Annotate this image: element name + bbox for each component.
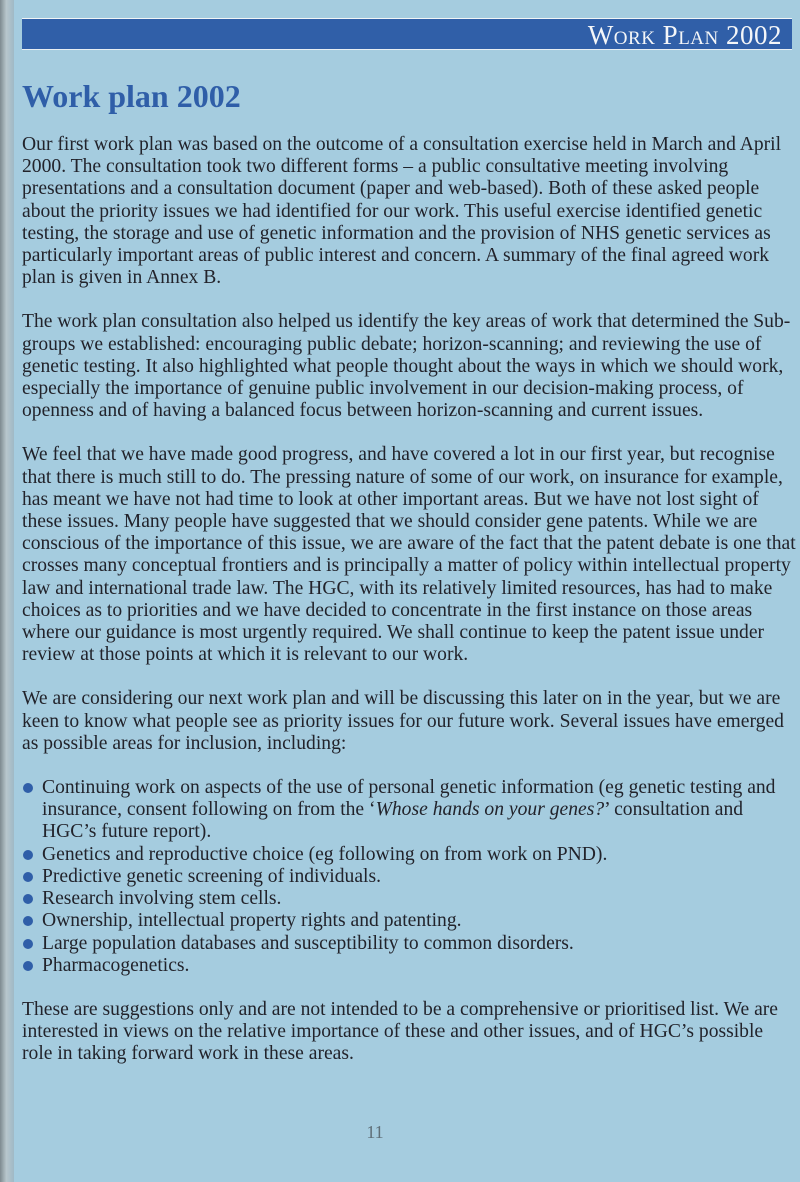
paragraph-subgroups: The work plan consultation also helped us identify the key areas of work that determined the Sub-groups we established: encouraging public debate; horizon-scanning; and reviewing the use of genetic testing. It also highlighted what people thought about the ways in which we should work, especially the importance of genuine public involvement in our decision-making process, of openness and of having a balanced focus between horizon-scanning and current issues.	[22, 311, 791, 422]
list-item-text: Ownership, intellectual property rights and patenting.	[42, 910, 462, 932]
list-item	[22, 844, 797, 866]
list-item	[22, 888, 797, 910]
list-item	[22, 955, 797, 977]
page-title: Work plan 2002	[22, 78, 241, 114]
list-item-text: Genetics and reproductive choice (eg following on from work on PND).	[42, 843, 608, 865]
running-header-title: Work Plan 2002	[587, 20, 782, 50]
paragraph-closing: These are suggestions only and are not intended to be a comprehensive or prioritised list. We are interested in views on the relative importance of these and other issues, and of HGC’s possible role in taking forward work in these areas.	[22, 998, 779, 1065]
paragraph-next-work-plan: We are considering our next work plan and will be discussing this later on in the year, but we are keen to know what people see as priority issues for our future work. Several issues have emerged as possible areas for inclusion, including:	[22, 688, 784, 754]
bullet-dot-icon	[23, 916, 33, 926]
list-item-text: Research involving stem cells.	[42, 888, 282, 910]
paragraph-consultation: Our first work plan was based on the outcome of a consultation exercise held in March and April 2000. The consultation took two different forms – a public consultative meeting involving presentations and a consultation document (paper and web-based). Both of these asked people about the priority issues we had identified for our work. This useful exercise identified genetic testing, the storage and use of genetic information and the provision of NHS genetic services as particularly important areas of public interest and concern. A summary of the final agreed work plan is given in Annex B.	[22, 134, 782, 289]
list-item	[22, 777, 797, 844]
bullet-dot-icon	[23, 961, 33, 971]
bullet-dot-icon	[23, 872, 33, 882]
bullet-dot-icon	[23, 850, 33, 860]
list-item-text: Predictive genetic screening of individuals.	[42, 865, 381, 887]
list-item-text-end: ’ consultation and HGC’s future report).	[42, 799, 744, 843]
list-item-text: Pharmacogenetics.	[42, 954, 190, 976]
bullet-dot-icon	[23, 939, 33, 949]
page-left-edge	[0, 0, 14, 1182]
list-item-text-start: Continuing work on aspects of the use of personal genetic information (eg genetic testing and insurance, consent following on from the ‘	[42, 777, 776, 821]
consultation-title: Whose hands on your genes?	[375, 799, 605, 821]
list-item	[22, 933, 797, 955]
paragraph-progress: We feel that we have made good progress, and have covered a lot in our first year, but recognise that there is much still to do. The pressing nature of some of our work, on insurance for example, has meant we have not had time to look at other important areas. But we have not lost sight of these issues. Many people have suggested that we should consider gene patents. While we are conscious of the importance of this issue, we are aware of the fact that the patent debate is one that crosses many conceptual frontiers and is principally a matter of policy within intellectual property law and international trade law. The HGC, with its relatively limited resources, has had to make choices as to priorities and we have decided to concentrate in the first instance on those areas where our guidance is most urgently required. We shall continue to keep the patent issue under review at those points at which it is relevant to our work.	[22, 444, 796, 666]
issues-list	[22, 777, 797, 977]
list-item	[22, 866, 797, 888]
bullet-dot-icon	[23, 783, 33, 793]
list-item	[22, 910, 797, 932]
page-number: 11	[366, 1122, 384, 1142]
list-item-text: Large population databases and susceptibility to common disorders.	[42, 932, 574, 954]
body-text	[22, 134, 797, 1088]
header-band	[22, 18, 792, 50]
bullet-dot-icon	[23, 894, 33, 904]
